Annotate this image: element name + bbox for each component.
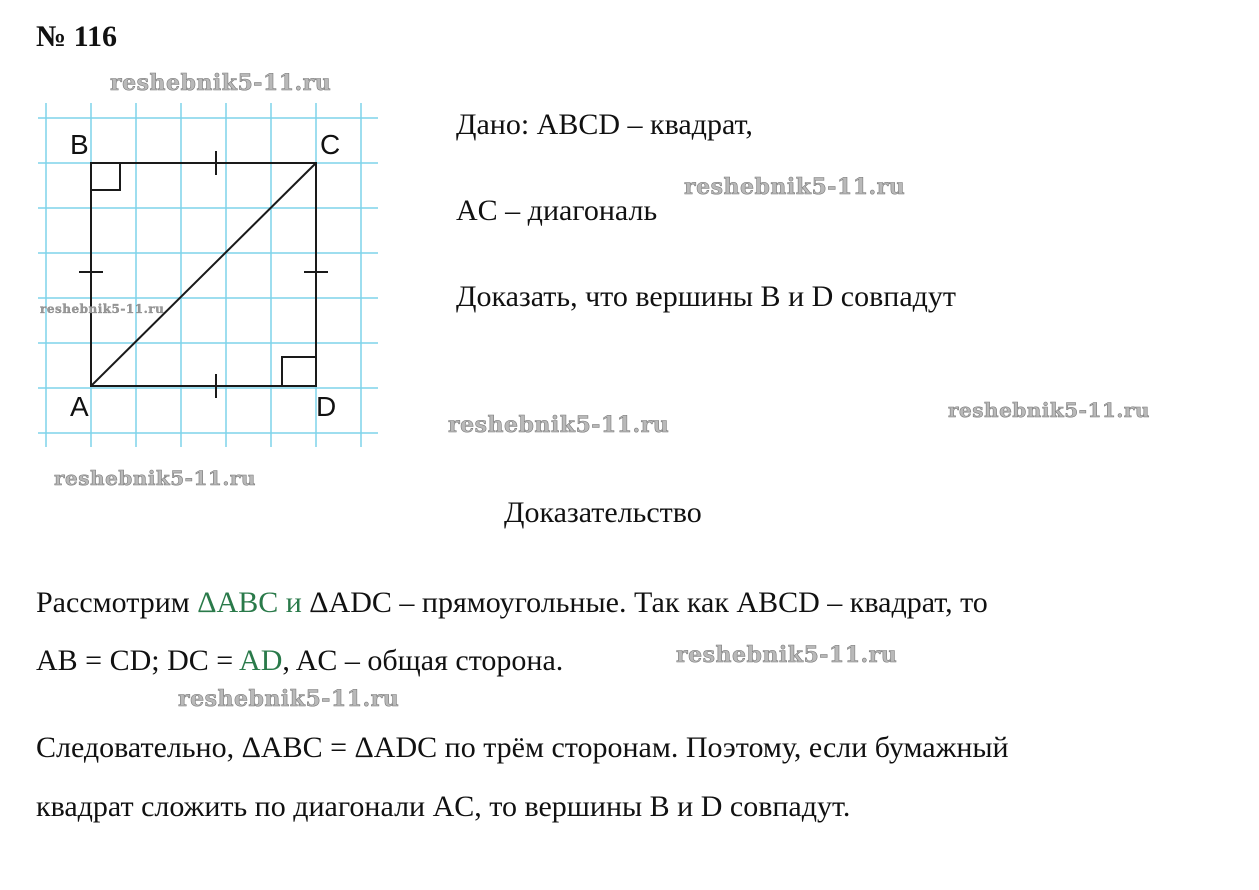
watermark: reshebnik5-11.ru (40, 302, 165, 316)
square-diagram (0, 0, 420, 460)
proof-line-2 (36, 644, 563, 678)
prove-statement: Доказать, что вершины B и D совпадут (456, 280, 957, 313)
diagonal-ac (91, 163, 316, 386)
given-line-1: Дано: ABCD – квадрат, (456, 108, 753, 141)
proof-line-4: квадрат сложить по диагонали AC, то вершины B и D совпадут. (36, 790, 851, 823)
watermark: reshebnik5-11.ru (684, 174, 906, 200)
proof-title: Доказательство (504, 496, 702, 529)
watermark: reshebnik5-11.ru (676, 642, 898, 668)
right-angle-b (91, 163, 120, 190)
watermark: reshebnik5-11.ru (948, 398, 1150, 422)
task-number: № 116 (36, 20, 117, 53)
proof-line-3: Следовательно, ΔABC = ΔADC по трём сторонам. Поэтому, если бумажный (36, 731, 1009, 764)
triangle-abc: ΔABC и (197, 586, 310, 619)
vertex-d: D (316, 391, 337, 422)
proof-line-2-start: AB = CD; DC = (36, 644, 240, 677)
watermark: reshebnik5-11.ru (448, 412, 670, 438)
watermark: reshebnik5-11.ru (178, 686, 400, 712)
proof-line-1-start: Рассмотрим (36, 586, 198, 619)
vertex-b: B (70, 129, 89, 160)
vertex-a: A (70, 391, 89, 422)
vertex-c: C (320, 129, 341, 160)
watermark: reshebnik5-11.ru (54, 466, 256, 490)
right-angle-d (282, 357, 316, 386)
proof-line-1 (36, 586, 988, 620)
proof-line-1-end: ΔADC – прямоугольные. Так как ABCD – квадрат, то (309, 586, 988, 619)
proof-line-2-end: , AC – общая сторона. (282, 644, 564, 677)
watermark: reshebnik5-11.ru (110, 70, 332, 96)
side-ad: AD (239, 644, 283, 677)
given-line-2: AC – диагональ (456, 194, 658, 227)
